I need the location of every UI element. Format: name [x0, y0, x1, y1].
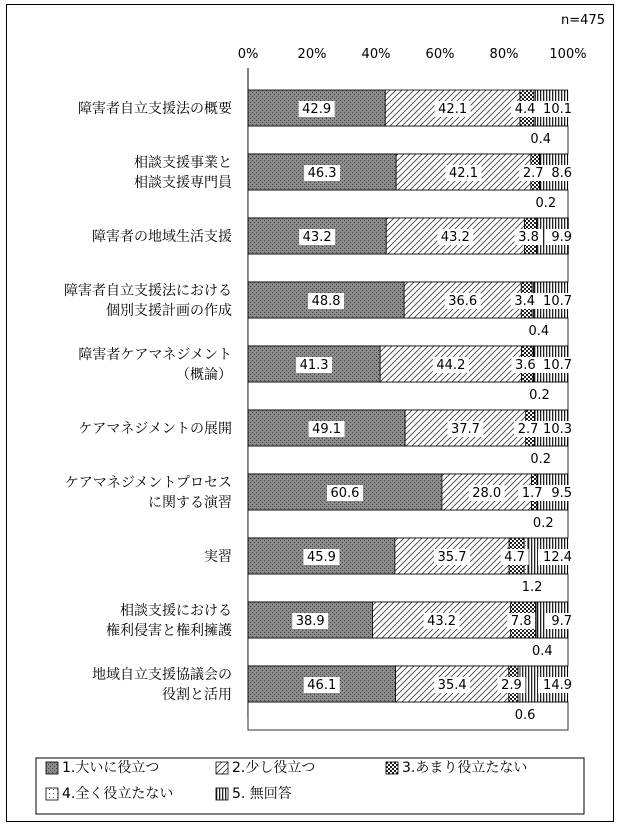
- value-label: 42.1: [449, 166, 478, 181]
- value-label: 44.2: [436, 358, 466, 373]
- row-gap: [248, 574, 568, 602]
- value-label: 12.4: [543, 550, 572, 565]
- value-label: 28.0: [472, 486, 502, 501]
- category-label: ケアマネジメントの展開: [78, 421, 232, 437]
- legend-swatch: [216, 762, 228, 774]
- value-label: 4.4: [514, 102, 536, 117]
- x-tick-label: 0%: [237, 47, 259, 62]
- legend-label: 4.全く役立たない: [62, 786, 174, 802]
- value-label: 35.7: [437, 550, 467, 565]
- sample-size-label: n=475: [561, 13, 605, 28]
- value-label: 38.9: [295, 614, 325, 629]
- value-label: 14.9: [543, 678, 572, 693]
- x-tick-label: 100%: [549, 47, 587, 62]
- category-label: 障害者自立支援法における個別支援計画の作成: [64, 283, 232, 319]
- value-label: 2.7: [517, 422, 539, 437]
- value-label: 42.1: [438, 102, 468, 117]
- value-label: 1.2: [521, 580, 543, 595]
- value-label: 35.4: [437, 678, 467, 693]
- category-label: ケアマネジメントプロセスに関する演習: [64, 475, 232, 511]
- row-gap: [248, 126, 568, 154]
- value-label: 10.7: [543, 294, 572, 309]
- value-label: 3.8: [518, 230, 539, 245]
- value-label: 43.2: [427, 614, 457, 629]
- legend-label: 2.少し役立つ: [232, 760, 316, 776]
- category-labels: [64, 100, 232, 703]
- legend-swatch: [386, 762, 398, 774]
- value-label: 0.4: [528, 324, 550, 339]
- value-label: 10.1: [543, 102, 572, 117]
- value-label: 60.6: [330, 486, 360, 501]
- value-label: 0.2: [529, 388, 550, 403]
- value-label: 43.2: [440, 230, 470, 245]
- value-label: 7.8: [510, 614, 532, 629]
- value-label: 49.1: [312, 422, 342, 437]
- value-label: 9.7: [551, 614, 572, 629]
- legend: [36, 758, 584, 814]
- category-label: 実習: [204, 549, 232, 565]
- value-label: 8.6: [551, 166, 572, 181]
- row-gap: [248, 510, 568, 538]
- value-label: 46.1: [307, 678, 337, 693]
- value-label: 0.4: [530, 132, 552, 147]
- value-label: 9.5: [551, 486, 572, 501]
- value-label: 3.4: [514, 294, 536, 309]
- x-tick-label: 40%: [361, 47, 391, 62]
- value-label: 2.7: [522, 166, 544, 181]
- value-label: 2.9: [501, 678, 522, 693]
- category-label: 相談支援における権利侵害と権利擁護: [106, 603, 232, 639]
- value-label: 48.8: [311, 294, 341, 309]
- value-label: 0.6: [514, 708, 536, 723]
- category-label: 障害者の地域生活支援: [92, 229, 232, 245]
- value-label: 1.7: [521, 486, 543, 501]
- value-label: 43.2: [302, 230, 332, 245]
- category-label: 障害者自立支援法の概要: [78, 101, 232, 117]
- legend-label: 3.あまり役立たない: [402, 760, 528, 776]
- value-label: 45.9: [306, 550, 336, 565]
- value-label: 10.3: [543, 422, 572, 437]
- value-label: 0.2: [535, 196, 557, 211]
- value-label: 9.9: [551, 230, 572, 245]
- legend-swatch: [46, 788, 58, 800]
- value-label: 0.2: [530, 452, 552, 467]
- category-label: 地域自立支援協議会の役割と活用: [92, 667, 232, 703]
- legend-label: 5. 無回答: [232, 786, 292, 802]
- value-label: 3.6: [515, 358, 536, 373]
- bars: [248, 90, 568, 730]
- x-tick-label: 60%: [425, 47, 455, 62]
- value-label: 37.7: [450, 422, 480, 437]
- legend-swatch: [216, 788, 228, 800]
- row-gap: [248, 318, 568, 346]
- category-label: 相談支援事業と相談支援専門員: [134, 155, 232, 191]
- value-label: 10.7: [543, 358, 572, 373]
- value-label: 46.3: [307, 166, 337, 181]
- value-label: 4.7: [504, 550, 525, 565]
- x-tick-label: 80%: [489, 47, 519, 62]
- row-gap: [248, 446, 568, 474]
- value-label: 0.4: [531, 644, 553, 659]
- value-label: 42.9: [302, 102, 332, 117]
- legend-label: 1.大いに役立つ: [62, 760, 160, 776]
- row-gap: [248, 254, 568, 282]
- row-gap: [248, 382, 568, 410]
- value-label: 0.2: [532, 516, 554, 531]
- category-label: 障害者ケアマネジメント（概論）: [78, 347, 232, 383]
- row-gap: [248, 638, 568, 666]
- x-tick-label: 20%: [297, 47, 327, 62]
- value-label: 36.6: [448, 294, 478, 309]
- value-label: 41.3: [299, 358, 329, 373]
- legend-swatch: [46, 762, 58, 774]
- row-gap: [248, 190, 568, 218]
